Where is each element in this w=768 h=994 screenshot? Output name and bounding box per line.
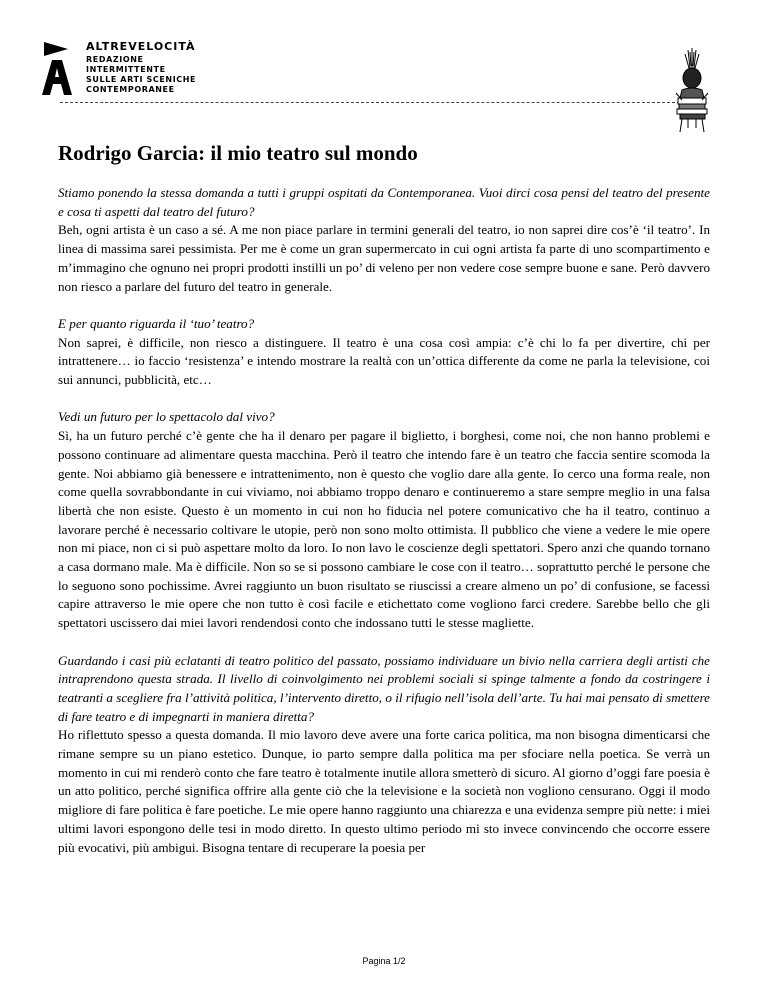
- article-body: [58, 140, 710, 876]
- interview-answer: Beh, ogni artista è un caso a sé. A me non piace parlare in termini generali del teatro, io non saprei dire cos’è ‘il teatro’. In linea di massima sarei pessimista. Per me è come un gran supermercato in cui ogni artista fa parte di uno scompartimento e m’immagino che ognuno nei propri prodotti instilli un po’ di veleno per non vedere cose sempre buone e sane. Però davvero non riesco a parlare del futuro del teatro in generale.: [58, 222, 710, 294]
- interview-question: Guardando i casi più eclatanti di teatro politico del passato, possiamo individuare un bivio nella carriera degli artisti che intraprendono questa strada. Il livello di coinvolgimento nei problemi sociali si spinge talmente a fondo da costringere i teatranti a scegliere fra l’attività politica, l’intervento diretto, o il rifugio nell’isola dell’arte. Tu hai mai pensato di smettere di fare teatro e di impegnarti in maniera diretta?: [58, 652, 710, 724]
- article-title: Rodrigo Garcia: il mio teatro sul mondo: [58, 141, 418, 165]
- publisher-logo-text: [86, 42, 196, 95]
- interview-answer: Ho riflettuto spesso a questa domanda. Il mio lavoro deve avere una forte carica politica, ma non bisogna dimenticarsi che rimane sempre su un piano estetico. Dunque, io parto sempre dalla politica ma per sfociare nella poetica. Se verrà un momento in cui mi renderò conto che fare teatro è totalmente inutile allora smetterò di sicuro. Al giorno d’oggi fare poesia è un atto politico, perché significa offrire alla gente ciò che la televisione e la società non vogliono censurano. Oggi il modo migliore di fare politica è fare poetiche. Le mie opere hanno raggiunto una chiarezza e una evidenza sempre più nette: i miei ultimi lavori espongono delle tesi in modo diretto. In questo ultimo periodo mi sto invece convincendo che occorre essere più evocativi, più ambigui. Bisogna tentare di recuperare la poesia per: [58, 727, 710, 855]
- interview-question: Stiamo ponendo la stessa domanda a tutti i gruppi ospitati da Contemporanea. Vuoi dirci cosa pensi del teatro del presente e cosa ti aspetti dal teatro del futuro?: [58, 185, 710, 219]
- brand-subtitle-line: INTERMITTENTE: [86, 65, 166, 74]
- brand-subtitle-line: CONTEMPORANEE: [86, 85, 175, 94]
- a-grave-logo-icon: [40, 40, 76, 96]
- interview-question: E per quanto riguarda il ‘tuo’ teatro?: [58, 315, 255, 331]
- brand-subtitle-line: REDAZIONE: [86, 55, 144, 64]
- page-number: Pagina 1/2: [362, 956, 406, 966]
- header-divider: [60, 102, 680, 103]
- interview-answer: Sì, ha un futuro perché c’è gente che ha il denaro per pagare il biglietto, i borghesi, come noi, che non hanno problemi e possono continuare ad alimentare questa macchina. Però il teatro che intendo fare è un teatro che faccia sentire scomoda la gente. Noi abbiamo già benessere e intrattenimento, non è questo che voglio dare alla gente. Io cerco una forma reale, non come quella sovrabbondante in cui viviamo, noi abbiamo troppo denaro e continueremo a stare sempre meglio in una falsa libertà che non esiste. Questo è un momento in cui non ho fiducia nel potere comunicativo che ha il teatro, continuo a lavorare perché è necessario coltivare le utopie, però non sono molto ottimista. Il pubblico che viene a vedere le mie opere non mi piace, non ci si può aspettare molto da loro. Io non lavo le coscienze degli spettatori. Spero anzi che quando tornano a casa dormano male. Ma è difficile. Non so se si possono cambiare le cose con il teatro… soprattutto perché le persone che lo seguono sono pochissime. Avrei raggiunto un buon risultato se riuscissi a creare almeno un po’ di confusione, se facessi capire attraverso le mie opere che non tutto è così facile e etichettato come vogliono farci credere. Sarebbe bello che gli spettatori uscissero dai miei lavori rendendosi conto che indossano tutti le stesse magliette.: [58, 428, 710, 631]
- person-with-books-illustration: [668, 48, 716, 134]
- interview-block: [58, 652, 710, 858]
- interview-block: [58, 315, 710, 390]
- interview-block: [58, 408, 710, 632]
- brand-name: ALTREVELOCITÀ: [86, 40, 196, 53]
- brand-subtitle-line: SULLE ARTI SCENICHE: [86, 75, 197, 84]
- interview-question: Vedi un futuro per lo spettacolo dal vivo?: [58, 409, 275, 425]
- interview-answer: Non saprei, è difficile, non riesco a distinguere. Il teatro è una cosa così ampia: c’è chi lo fa per divertire, chi per intrattenere… io faccio ‘resistenza’ e intendo mostrare la realtà con un’ottica differente da come ne parla la televisione, coi sui annunci, pubblicità, etc…: [58, 334, 710, 388]
- interview-block: [58, 184, 710, 296]
